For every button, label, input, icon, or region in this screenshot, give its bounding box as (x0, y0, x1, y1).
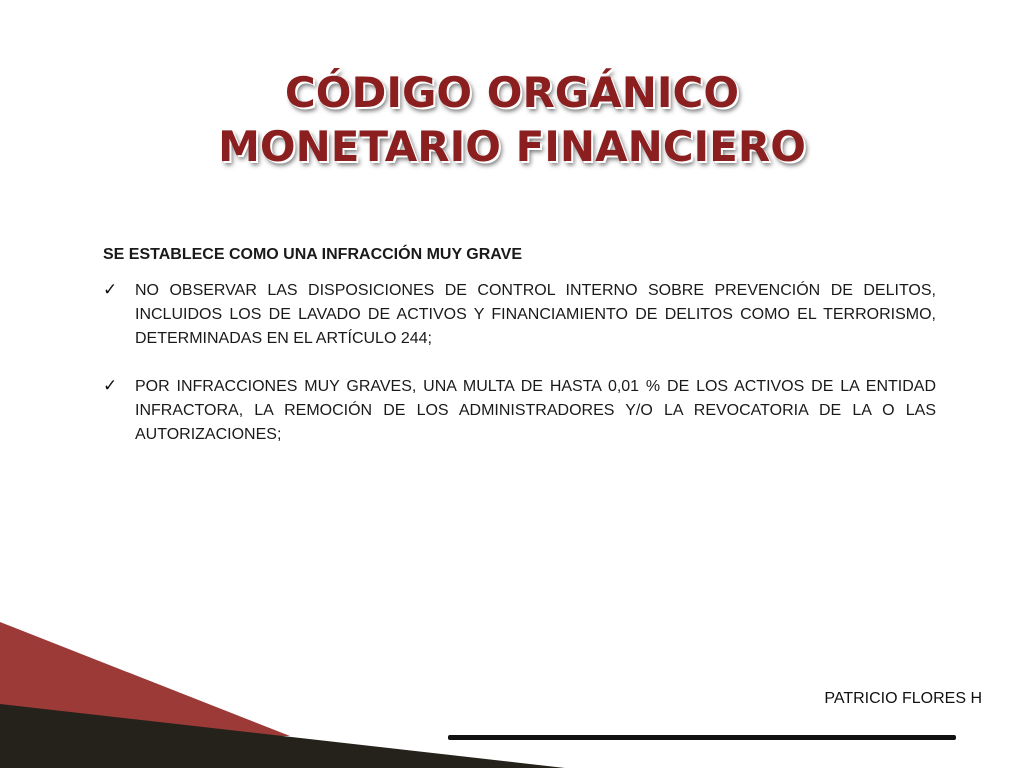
corner-decoration (0, 600, 1024, 768)
title-line-1: CÓDIGO ORGÁNICO (284, 68, 740, 117)
list-item-text: NO OBSERVAR LAS DISPOSICIONES DE CONTROL INTERNO SOBRE PREVENCIÓN DE DELITOS, INCLUIDOS LOS DE LAVADO DE ACTIVOS Y FINANCIAMIENTO DE DELITOS COMO EL TERRORISMO, DETERMINADAS EN EL ARTÍCULO 244; (135, 282, 936, 347)
author-name: PATRICIO FLORES H (824, 690, 982, 707)
slide-title (0, 66, 1024, 174)
check-mark-icon: ✓ (103, 280, 118, 300)
slide-body (103, 243, 936, 471)
list-item-text: POR INFRACCIONES MUY GRAVES, UNA MULTA DE HASTA 0,01 % DE LOS ACTIVOS DE LA ENTIDAD INFRACTORA, LA REMOCIÓN DE LOS ADMINISTRADORES Y/O LA REVOCATORIA DE LA O LAS AUTORIZACIONES; (135, 378, 936, 443)
check-mark-icon: ✓ (103, 376, 118, 396)
section-heading: SE ESTABLECE COMO UNA INFRACCIÓN MUY GRAVE (103, 246, 522, 263)
list-item (103, 279, 936, 351)
title-line-2: MONETARIO FINANCIERO (218, 122, 806, 171)
bullet-list (103, 279, 936, 447)
list-item (103, 375, 936, 447)
footer-divider (448, 735, 956, 740)
